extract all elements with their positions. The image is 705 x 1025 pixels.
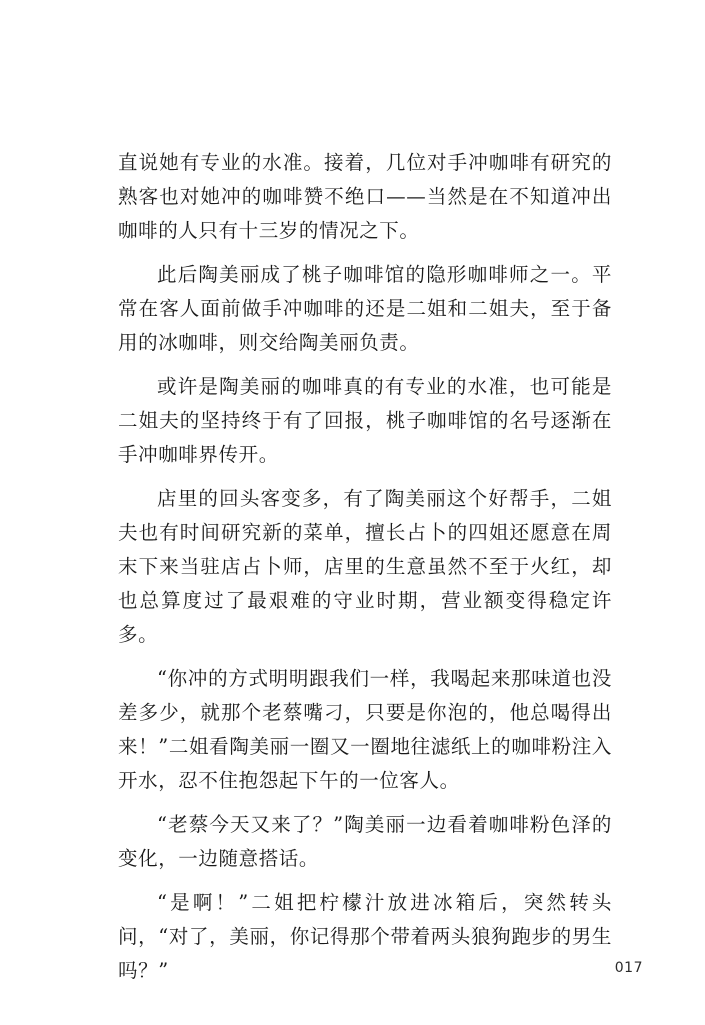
paragraph: 或许是陶美丽的咖啡真的有专业的水准，也可能是二姐夫的坚持终于有了回报，桃子咖啡馆的名号逐渐在手冲咖啡界传开。: [118, 375, 612, 466]
paragraph: “你冲的方式明明跟我们一样，我喝起来那味道也没差多少，就那个老蔡嘴刁，只要是你泡的，他总喝得出来！”二姐看陶美丽一圈又一圈地往滤纸上的咖啡粉注入开水，忍不住抱怨起下午的一位客人。: [118, 667, 612, 792]
paragraph: “老蔡今天又来了？”陶美丽一边看着咖啡粉色泽的变化，一边随意搭话。: [118, 813, 612, 870]
paragraph-continuation: 直说她有专业的水准。接着，几位对手冲咖啡有研究的熟客也对她冲的咖啡赞不绝口——当然是在不知道冲出咖啡的人只有十三岁的情况之下。: [118, 151, 612, 242]
page-number: 017: [614, 960, 643, 976]
paragraph: “是啊！”二姐把柠檬汁放进冰箱后，突然转头问，“对了，美丽，你记得那个带着两头狼狗跑步的男生吗？”: [118, 891, 612, 982]
paragraph: 此后陶美丽成了桃子咖啡馆的隐形咖啡师之一。平常在客人面前做手冲咖啡的还是二姐和二姐夫，至于备用的冰咖啡，则交给陶美丽负责。: [118, 263, 612, 354]
body-text: [118, 146, 612, 998]
paragraph: 店里的回头客变多，有了陶美丽这个好帮手，二姐夫也有时间研究新的菜单，擅长占卜的四姐还愿意在周末下来当驻店占卜师，店里的生意虽然不至于火红，却也总算度过了最艰难的守业时期，营业额变得稳定许多。: [118, 487, 612, 646]
